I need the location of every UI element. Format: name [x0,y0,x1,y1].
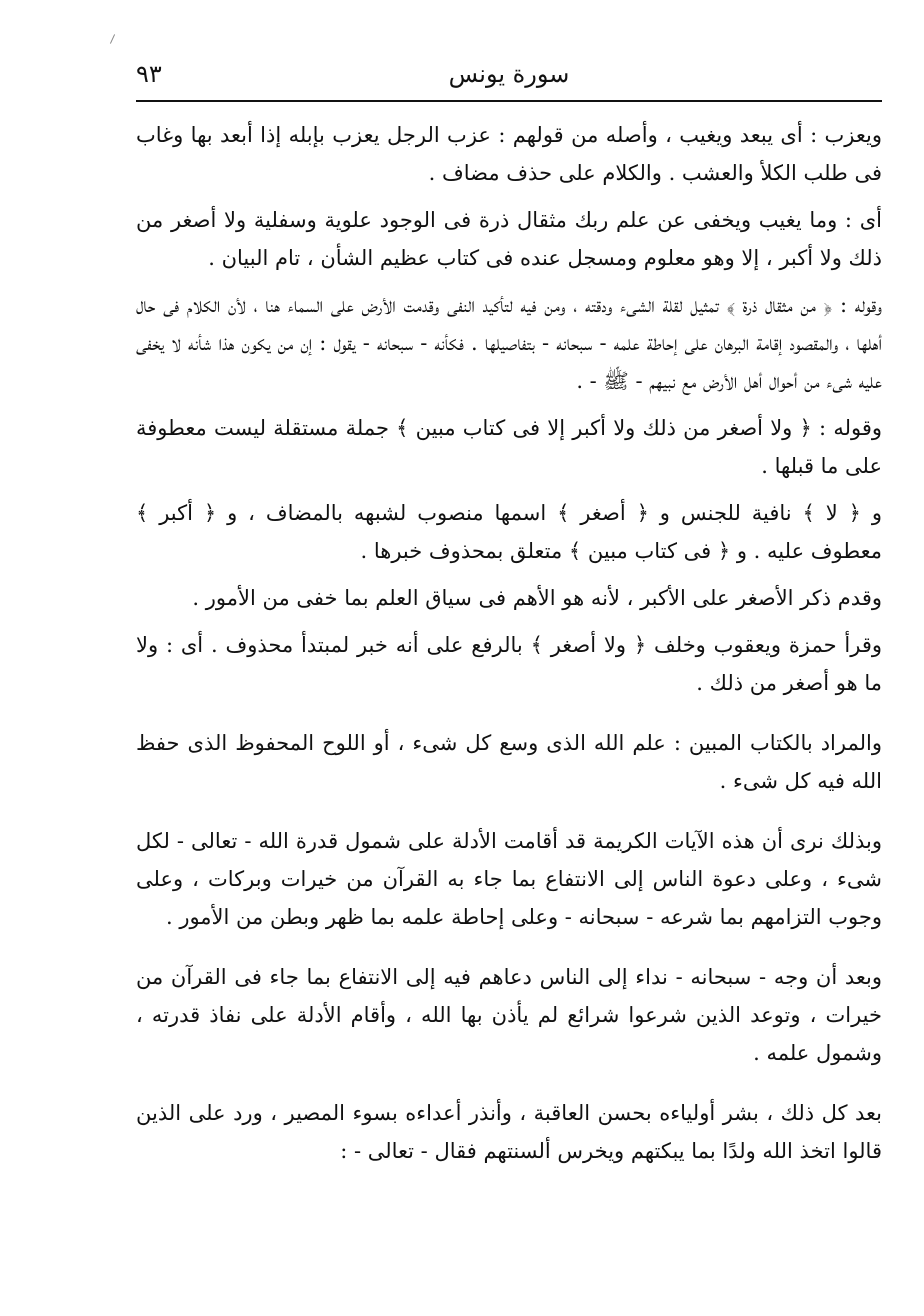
header-rule [136,100,882,102]
paragraph-6: وقدم ذكر الأصغر على الأكبر ، لأنه هو الأهم فى سياق العلم بما خفى من الأمور . [192,586,882,610]
paragraph-2: أى : وما يغيب ويخفى عن علم ربك مثقال ذرة فى الوجود علوية وسفلية ولا أصغر من ذلك ولا أكبر ، إلا وهو معلوم ومسجل عنده فى كتاب عظيم الشأن ، تام البيان . [136,208,882,270]
paragraph-5: و ﴿ لا ﴾ نافية للجنس و ﴿ أصغر ﴾ اسمها منصوب لشبهه بالمضاف ، و ﴿ أكبر ﴾ معطوف عليه . و ﴿ فى كتاب مبين ﴾ متعلق بمحذوف خبرها . [136,501,882,563]
paragraph-9: وبذلك نرى أن هذه الآيات الكريمة قد أقامت الأدلة على شمول قدرة الله - تعالى - لكل شىء ، وعلى دعوة الناس إلى الانتفاع بما جاء به القرآن من خيرات وبركات ، وعلى وجوب التزامهم بما شرعه - سبحانه - وعلى إحاطة علمه بما ظهر وبطن من الأمور . [136,829,882,929]
paragraph-11: بعد كل ذلك ، بشر أولياءه بحسن العاقبة ، وأنذر أعداءه بسوء المصير ، ورد على الذين قالوا اتخذ الله ولدًا بما يبكتهم ويخرس ألسنتهم فقال - تعالى - : [136,1101,882,1163]
paragraph-7: وقرأ حمزة ويعقوب وخلف ﴿ ولا أصغر ﴾ بالرفع على أنه خبر لمبتدأ محذوف . أى : ولا ما هو أصغر من ذلك . [136,633,882,695]
paragraph-4: وقوله : ﴿ ولا أصغر من ذلك ولا أكبر إلا فى كتاب مبين ﴾ جملة مستقلة ليست معطوفة على ما قبلها . [136,416,882,478]
scan-speck [110,34,115,43]
surah-title: سورة يونس [448,60,570,88]
paragraph-8: والمراد بالكتاب المبين : علم الله الذى وسع كل شىء ، أو اللوح المحفوظ الذى حفظ الله فيه كل شىء . [136,731,882,793]
paragraph-1: ويعزب : أى يبعد ويغيب ، وأصله من قولهم : عزب الرجل يعزب بإبله إذا أبعد بها وغاب فى طلب الكلأ والعشب . والكلام على حذف مضاف . [136,123,882,185]
page-number: ٩٣ [136,60,162,88]
page-header [136,56,882,96]
paragraph-10: وبعد أن وجه - سبحانه - نداء إلى الناس دعاهم فيه إلى الانتفاع بما جاء فى القرآن من خيرات ، وتوعد الذين شرعوا شرائع لم يأذن بها الله ، وأقام الأدلة على نفاذ قدرته ، وشمول علمه . [136,965,882,1065]
paragraph-3: وقوله : ﴿ من مثقال ذرة ﴾ تمثيل لقلة الشىء ودقته ، ومن فيه لتأكيد النفى وقدمت الأرض على السماء هنا ، لأن الكلام فى حال أهلها ، والمقصود إقامة البرهان على إحاطة علمه - سبحانه - بتفاصيلها . فكأنه - سبحانه - يقول : إن من يكون هذا شأنه لا يخفى عليه شىء من أحوال أهل الأرض مع نبيهم - ﷺ - . [136,293,882,393]
page-body [136,116,882,1179]
